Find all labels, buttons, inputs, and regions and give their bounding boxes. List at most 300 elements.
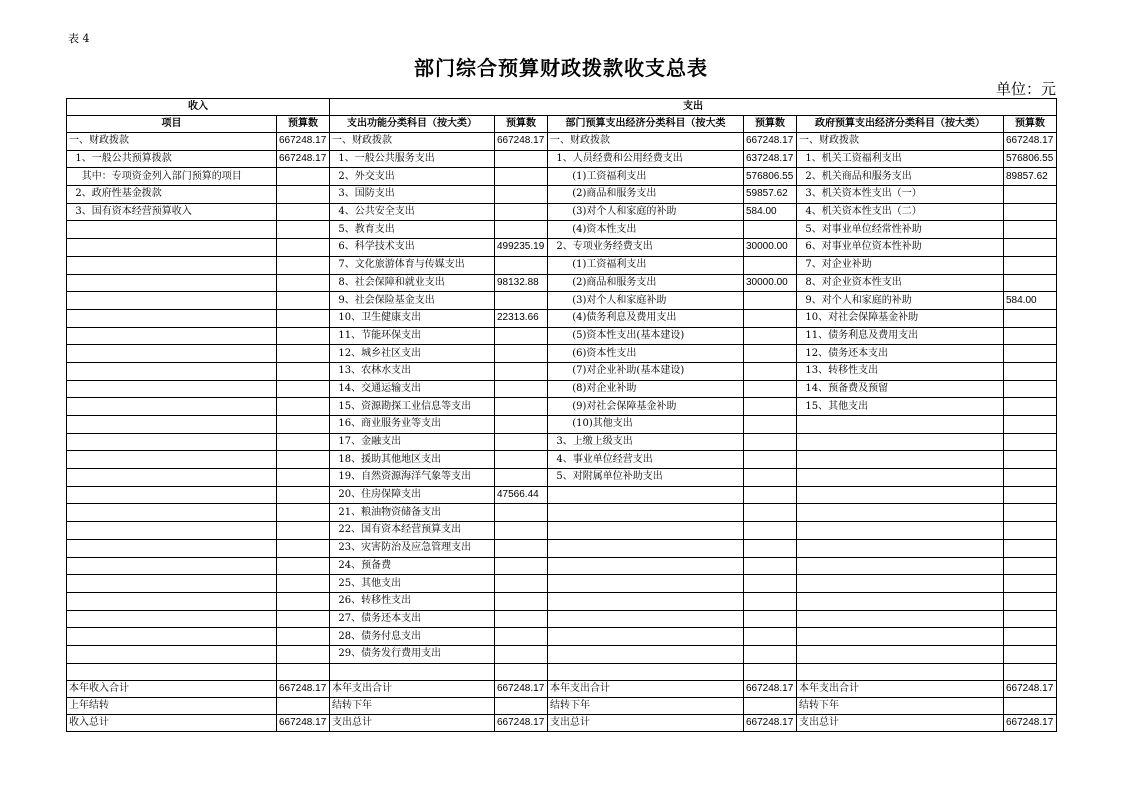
page-title: 部门综合预算财政拨款收支总表 bbox=[414, 56, 708, 80]
table-row bbox=[67, 292, 1057, 310]
amount-cell bbox=[744, 610, 797, 628]
amount-cell bbox=[744, 539, 797, 557]
item-cell: 本年收入合计 bbox=[67, 681, 277, 698]
item-cell: 10、卫生健康支出 bbox=[330, 309, 495, 327]
amount-cell bbox=[1004, 433, 1057, 451]
amount-cell bbox=[744, 645, 797, 663]
amount-cell bbox=[277, 416, 330, 434]
amount-cell: 667248.17 bbox=[744, 715, 797, 732]
amount-cell: 47566.44 bbox=[495, 486, 548, 504]
table-row bbox=[67, 256, 1057, 274]
amount-cell bbox=[495, 416, 548, 434]
amount-cell: 667248.17 bbox=[277, 681, 330, 698]
amount-cell bbox=[495, 433, 548, 451]
amount-cell bbox=[495, 186, 548, 204]
table-row bbox=[67, 486, 1057, 504]
table-row bbox=[67, 539, 1057, 557]
amount-cell: 89857.62 bbox=[1004, 168, 1057, 186]
table-row bbox=[67, 168, 1057, 186]
column-header: 预算数 bbox=[1004, 116, 1057, 133]
item-cell bbox=[67, 628, 277, 646]
amount-cell bbox=[744, 504, 797, 522]
amount-cell bbox=[744, 398, 797, 416]
amount-cell bbox=[495, 398, 548, 416]
amount-cell bbox=[1004, 628, 1057, 646]
total-row bbox=[67, 715, 1057, 732]
amount-cell bbox=[1004, 362, 1057, 380]
item-cell: 支出总计 bbox=[548, 715, 744, 732]
item-cell: (7)对企业补助(基本建设) bbox=[548, 362, 744, 380]
amount-cell: 30000.00 bbox=[744, 239, 797, 257]
item-cell: 一、财政拨款 bbox=[797, 133, 1004, 151]
item-cell bbox=[67, 645, 277, 663]
amount-cell bbox=[1004, 186, 1057, 204]
item-cell: 15、其他支出 bbox=[797, 398, 1004, 416]
table-row bbox=[67, 645, 1057, 663]
amount-cell bbox=[495, 628, 548, 646]
item-cell: 18、援助其他地区支出 bbox=[330, 451, 495, 469]
amount-cell: 584.00 bbox=[1004, 292, 1057, 310]
amount-cell: 667248.17 bbox=[277, 133, 330, 151]
item-cell: 12、城乡社区支出 bbox=[330, 345, 495, 363]
item-cell: 3、国防支出 bbox=[330, 186, 495, 204]
table-row bbox=[67, 504, 1057, 522]
amount-cell bbox=[744, 557, 797, 575]
table-row bbox=[67, 274, 1057, 292]
table-row bbox=[67, 345, 1057, 363]
amount-cell: 637248.17 bbox=[744, 150, 797, 168]
item-cell: 支出总计 bbox=[330, 715, 495, 732]
item-cell bbox=[67, 557, 277, 575]
amount-cell bbox=[277, 168, 330, 186]
amount-cell bbox=[495, 504, 548, 522]
item-cell bbox=[67, 433, 277, 451]
amount-cell: 667248.17 bbox=[277, 715, 330, 732]
item-cell bbox=[797, 557, 1004, 575]
table-row bbox=[67, 522, 1057, 540]
amount-cell bbox=[744, 345, 797, 363]
amount-cell bbox=[1004, 539, 1057, 557]
item-cell: 1、机关工资福利支出 bbox=[797, 150, 1004, 168]
item-cell bbox=[548, 539, 744, 557]
item-cell bbox=[67, 221, 277, 239]
item-cell bbox=[548, 486, 744, 504]
amount-cell bbox=[1004, 221, 1057, 239]
table-row bbox=[67, 133, 1057, 151]
item-cell: (8)对企业补助 bbox=[548, 380, 744, 398]
item-cell: 7、对企业补助 bbox=[797, 256, 1004, 274]
amount-cell bbox=[1004, 309, 1057, 327]
item-cell: 3、国有资本经营预算收入 bbox=[67, 203, 277, 221]
item-cell: (2)商品和服务支出 bbox=[548, 186, 744, 204]
amount-cell bbox=[1004, 610, 1057, 628]
item-cell bbox=[548, 557, 744, 575]
amount-cell bbox=[277, 645, 330, 663]
amount-cell bbox=[744, 592, 797, 610]
total-row bbox=[67, 698, 1057, 715]
amount-cell bbox=[495, 539, 548, 557]
amount-cell: 667248.17 bbox=[1004, 681, 1057, 698]
amount-cell bbox=[277, 327, 330, 345]
amount-cell bbox=[495, 522, 548, 540]
income-header: 收入 bbox=[67, 99, 330, 116]
item-cell: (5)资本性支出(基本建设) bbox=[548, 327, 744, 345]
amount-cell: 667248.17 bbox=[1004, 133, 1057, 151]
amount-cell bbox=[1004, 469, 1057, 487]
table-row bbox=[67, 221, 1057, 239]
amount-cell: 98132.88 bbox=[495, 274, 548, 292]
amount-cell bbox=[277, 522, 330, 540]
item-cell: 其中：专项资金列入部门预算的项目 bbox=[67, 168, 277, 186]
item-cell: 5、教育支出 bbox=[330, 221, 495, 239]
item-cell: 收入总计 bbox=[67, 715, 277, 732]
item-cell bbox=[67, 239, 277, 257]
amount-cell bbox=[1004, 327, 1057, 345]
item-cell bbox=[797, 451, 1004, 469]
amount-cell bbox=[744, 416, 797, 434]
amount-cell: 667248.17 bbox=[744, 681, 797, 698]
amount-cell bbox=[1004, 592, 1057, 610]
item-cell bbox=[797, 486, 1004, 504]
amount-cell bbox=[744, 256, 797, 274]
item-cell: (3)对个人和家庭的补助 bbox=[548, 203, 744, 221]
item-cell: 24、预备费 bbox=[330, 557, 495, 575]
amount-cell bbox=[1004, 451, 1057, 469]
amount-cell bbox=[277, 221, 330, 239]
amount-cell bbox=[495, 150, 548, 168]
item-cell: 29、债务发行费用支出 bbox=[330, 645, 495, 663]
amount-cell bbox=[277, 575, 330, 593]
amount-cell bbox=[277, 309, 330, 327]
amount-cell bbox=[1004, 698, 1057, 715]
table-row bbox=[67, 433, 1057, 451]
amount-cell bbox=[277, 292, 330, 310]
item-cell: 9、社会保险基金支出 bbox=[330, 292, 495, 310]
item-cell bbox=[797, 469, 1004, 487]
amount-cell bbox=[1004, 345, 1057, 363]
unit-label: 单位：元 bbox=[995, 80, 1056, 98]
item-cell: 25、其他支出 bbox=[330, 575, 495, 593]
item-cell: 4、事业单位经营支出 bbox=[548, 451, 744, 469]
amount-cell bbox=[495, 256, 548, 274]
table-row bbox=[67, 150, 1057, 168]
item-cell bbox=[797, 592, 1004, 610]
column-header: 政府预算支出经济分类科目（按大类） bbox=[797, 116, 1004, 133]
amount-cell bbox=[495, 592, 548, 610]
amount-cell bbox=[495, 698, 548, 715]
item-cell: 19、自然资源海洋气象等支出 bbox=[330, 469, 495, 487]
item-cell: 10、对社会保障基金补助 bbox=[797, 309, 1004, 327]
item-cell: 1、一般公共服务支出 bbox=[330, 150, 495, 168]
amount-cell bbox=[495, 557, 548, 575]
amount-cell: 667248.17 bbox=[277, 150, 330, 168]
amount-cell bbox=[744, 327, 797, 345]
amount-cell bbox=[744, 221, 797, 239]
item-cell: (1)工资福利支出 bbox=[548, 256, 744, 274]
item-cell: 3、机关资本性支出（一） bbox=[797, 186, 1004, 204]
column-header: 项目 bbox=[67, 116, 277, 133]
amount-cell bbox=[1004, 416, 1057, 434]
item-cell bbox=[330, 663, 495, 681]
item-cell bbox=[67, 451, 277, 469]
item-cell bbox=[797, 663, 1004, 681]
item-cell: 支出总计 bbox=[797, 715, 1004, 732]
amount-cell bbox=[1004, 256, 1057, 274]
item-cell: 一、财政拨款 bbox=[67, 133, 277, 151]
item-cell: (2)商品和服务支出 bbox=[548, 274, 744, 292]
item-cell: 12、债务还本支出 bbox=[797, 345, 1004, 363]
table-row bbox=[67, 557, 1057, 575]
column-header: 预算数 bbox=[744, 116, 797, 133]
amount-cell bbox=[744, 309, 797, 327]
amount-cell: 59857.62 bbox=[744, 186, 797, 204]
item-cell: 3、上缴上级支出 bbox=[548, 433, 744, 451]
table-row bbox=[67, 610, 1057, 628]
amount-cell bbox=[277, 203, 330, 221]
amount-cell bbox=[277, 610, 330, 628]
item-cell: (9)对社会保障基金补助 bbox=[548, 398, 744, 416]
amount-cell: 667248.17 bbox=[495, 681, 548, 698]
amount-cell bbox=[495, 451, 548, 469]
amount-cell bbox=[495, 203, 548, 221]
item-cell: 11、节能环保支出 bbox=[330, 327, 495, 345]
amount-cell bbox=[495, 362, 548, 380]
item-cell bbox=[67, 504, 277, 522]
item-cell: 23、灾害防治及应急管理支出 bbox=[330, 539, 495, 557]
table-row bbox=[67, 469, 1057, 487]
amount-cell bbox=[1004, 398, 1057, 416]
amount-cell bbox=[277, 256, 330, 274]
table-row bbox=[67, 663, 1057, 681]
amount-cell bbox=[744, 628, 797, 646]
amount-cell bbox=[1004, 645, 1057, 663]
item-cell: 26、转移性支出 bbox=[330, 592, 495, 610]
item-cell: 本年支出合计 bbox=[548, 681, 744, 698]
item-cell bbox=[67, 380, 277, 398]
item-cell: 结转下年 bbox=[797, 698, 1004, 715]
table-row bbox=[67, 451, 1057, 469]
item-cell: (10)其他支出 bbox=[548, 416, 744, 434]
expense-header: 支出 bbox=[330, 99, 1057, 116]
amount-cell: 667248.17 bbox=[744, 133, 797, 151]
amount-cell bbox=[495, 380, 548, 398]
column-header: 预算数 bbox=[495, 116, 548, 133]
amount-cell bbox=[277, 398, 330, 416]
amount-cell bbox=[277, 557, 330, 575]
item-cell: 结转下年 bbox=[330, 698, 495, 715]
column-header: 预算数 bbox=[277, 116, 330, 133]
table-row bbox=[67, 239, 1057, 257]
table-row bbox=[67, 186, 1057, 204]
total-row bbox=[67, 681, 1057, 698]
item-cell: 7、文化旅游体育与传媒支出 bbox=[330, 256, 495, 274]
item-cell: (4)债务利息及费用支出 bbox=[548, 309, 744, 327]
amount-cell bbox=[495, 221, 548, 239]
amount-cell bbox=[744, 292, 797, 310]
item-cell bbox=[797, 416, 1004, 434]
amount-cell bbox=[1004, 203, 1057, 221]
amount-cell bbox=[277, 504, 330, 522]
item-cell: (4)资本性支出 bbox=[548, 221, 744, 239]
item-cell: 20、住房保障支出 bbox=[330, 486, 495, 504]
amount-cell bbox=[744, 362, 797, 380]
amount-cell bbox=[277, 433, 330, 451]
amount-cell: 667248.17 bbox=[1004, 715, 1057, 732]
item-cell: 2、政府性基金拨款 bbox=[67, 186, 277, 204]
table-row bbox=[67, 380, 1057, 398]
amount-cell bbox=[277, 486, 330, 504]
amount-cell bbox=[277, 592, 330, 610]
item-cell: 2、外交支出 bbox=[330, 168, 495, 186]
item-cell: 21、粮油物资储备支出 bbox=[330, 504, 495, 522]
amount-cell bbox=[277, 186, 330, 204]
item-cell: 一、财政拨款 bbox=[330, 133, 495, 151]
item-cell bbox=[67, 469, 277, 487]
item-cell bbox=[67, 398, 277, 416]
item-cell bbox=[67, 309, 277, 327]
amount-cell bbox=[744, 451, 797, 469]
item-cell bbox=[67, 416, 277, 434]
amount-cell bbox=[277, 469, 330, 487]
amount-cell bbox=[277, 380, 330, 398]
item-cell bbox=[67, 345, 277, 363]
item-cell bbox=[548, 663, 744, 681]
amount-cell bbox=[495, 469, 548, 487]
table-row bbox=[67, 362, 1057, 380]
item-cell: 本年支出合计 bbox=[797, 681, 1004, 698]
item-cell: 2、专项业务经费支出 bbox=[548, 239, 744, 257]
amount-cell bbox=[1004, 239, 1057, 257]
item-cell bbox=[67, 522, 277, 540]
amount-cell bbox=[1004, 663, 1057, 681]
table-body bbox=[67, 133, 1057, 681]
amount-cell bbox=[495, 168, 548, 186]
item-cell bbox=[67, 592, 277, 610]
amount-cell bbox=[277, 663, 330, 681]
amount-cell bbox=[277, 628, 330, 646]
item-cell: 9、对个人和家庭的补助 bbox=[797, 292, 1004, 310]
item-cell: 5、对附属单位补助支出 bbox=[548, 469, 744, 487]
item-cell bbox=[67, 256, 277, 274]
item-cell: (3)对个人和家庭补助 bbox=[548, 292, 744, 310]
budget-table bbox=[66, 98, 1057, 732]
amount-cell bbox=[1004, 380, 1057, 398]
item-cell: 28、债务付息支出 bbox=[330, 628, 495, 646]
amount-cell bbox=[744, 522, 797, 540]
table-row bbox=[67, 575, 1057, 593]
amount-cell bbox=[277, 451, 330, 469]
item-cell: 8、社会保障和就业支出 bbox=[330, 274, 495, 292]
item-cell bbox=[548, 522, 744, 540]
item-cell: (6)资本性支出 bbox=[548, 345, 744, 363]
amount-cell: 499235.19 bbox=[495, 239, 548, 257]
item-cell bbox=[548, 504, 744, 522]
item-cell bbox=[797, 628, 1004, 646]
amount-cell bbox=[277, 274, 330, 292]
amount-cell bbox=[1004, 575, 1057, 593]
column-header-row bbox=[67, 116, 1057, 133]
amount-cell bbox=[495, 645, 548, 663]
table-totals bbox=[67, 681, 1057, 732]
amount-cell bbox=[277, 239, 330, 257]
table-number: 表 4 bbox=[68, 32, 90, 45]
amount-cell bbox=[495, 663, 548, 681]
item-cell bbox=[548, 610, 744, 628]
item-cell: 6、对事业单位资本性补助 bbox=[797, 239, 1004, 257]
item-cell bbox=[548, 575, 744, 593]
item-cell bbox=[67, 292, 277, 310]
item-cell bbox=[797, 575, 1004, 593]
item-cell bbox=[67, 274, 277, 292]
amount-cell bbox=[1004, 486, 1057, 504]
amount-cell bbox=[1004, 522, 1057, 540]
item-cell bbox=[548, 645, 744, 663]
item-cell: 8、对企业资本性支出 bbox=[797, 274, 1004, 292]
item-cell: 16、商业服务业等支出 bbox=[330, 416, 495, 434]
item-cell: 4、公共安全支出 bbox=[330, 203, 495, 221]
item-cell: 5、对事业单位经常性补助 bbox=[797, 221, 1004, 239]
item-cell: 14、交通运输支出 bbox=[330, 380, 495, 398]
column-header: 部门预算支出经济分类科目（按大类 bbox=[548, 116, 744, 133]
item-cell: 15、资源勘探工业信息等支出 bbox=[330, 398, 495, 416]
item-cell bbox=[548, 628, 744, 646]
amount-cell bbox=[495, 327, 548, 345]
amount-cell bbox=[744, 663, 797, 681]
item-cell bbox=[67, 610, 277, 628]
amount-cell bbox=[277, 362, 330, 380]
table-row bbox=[67, 327, 1057, 345]
item-cell bbox=[797, 504, 1004, 522]
table-row bbox=[67, 309, 1057, 327]
table-row bbox=[67, 416, 1057, 434]
item-cell: 上年结转 bbox=[67, 698, 277, 715]
table-row bbox=[67, 628, 1057, 646]
table-row bbox=[67, 398, 1057, 416]
amount-cell: 576806.55 bbox=[1004, 150, 1057, 168]
amount-cell: 667248.17 bbox=[495, 133, 548, 151]
item-cell: 本年支出合计 bbox=[330, 681, 495, 698]
item-cell: 2、机关商品和服务支出 bbox=[797, 168, 1004, 186]
item-cell bbox=[797, 645, 1004, 663]
item-cell: 4、机关资本性支出（二） bbox=[797, 203, 1004, 221]
table-row bbox=[67, 203, 1057, 221]
item-cell: 27、债务还本支出 bbox=[330, 610, 495, 628]
item-cell: 1、一般公共预算拨款 bbox=[67, 150, 277, 168]
item-cell: (1)工资福利支出 bbox=[548, 168, 744, 186]
amount-cell bbox=[744, 698, 797, 715]
item-cell bbox=[67, 327, 277, 345]
amount-cell bbox=[1004, 274, 1057, 292]
amount-cell bbox=[1004, 557, 1057, 575]
item-cell: 1、人员经费和公用经费支出 bbox=[548, 150, 744, 168]
item-cell bbox=[797, 522, 1004, 540]
item-cell: 13、农林水支出 bbox=[330, 362, 495, 380]
amount-cell bbox=[744, 486, 797, 504]
amount-cell: 576806.55 bbox=[744, 168, 797, 186]
item-cell: 一、财政拨款 bbox=[548, 133, 744, 151]
table-row bbox=[67, 592, 1057, 610]
amount-cell bbox=[744, 469, 797, 487]
item-cell: 22、国有资本经营预算支出 bbox=[330, 522, 495, 540]
amount-cell bbox=[495, 345, 548, 363]
amount-cell: 30000.00 bbox=[744, 274, 797, 292]
item-cell: 结转下年 bbox=[548, 698, 744, 715]
amount-cell bbox=[744, 433, 797, 451]
item-cell bbox=[67, 486, 277, 504]
item-cell: 17、金融支出 bbox=[330, 433, 495, 451]
amount-cell bbox=[277, 698, 330, 715]
amount-cell bbox=[277, 345, 330, 363]
